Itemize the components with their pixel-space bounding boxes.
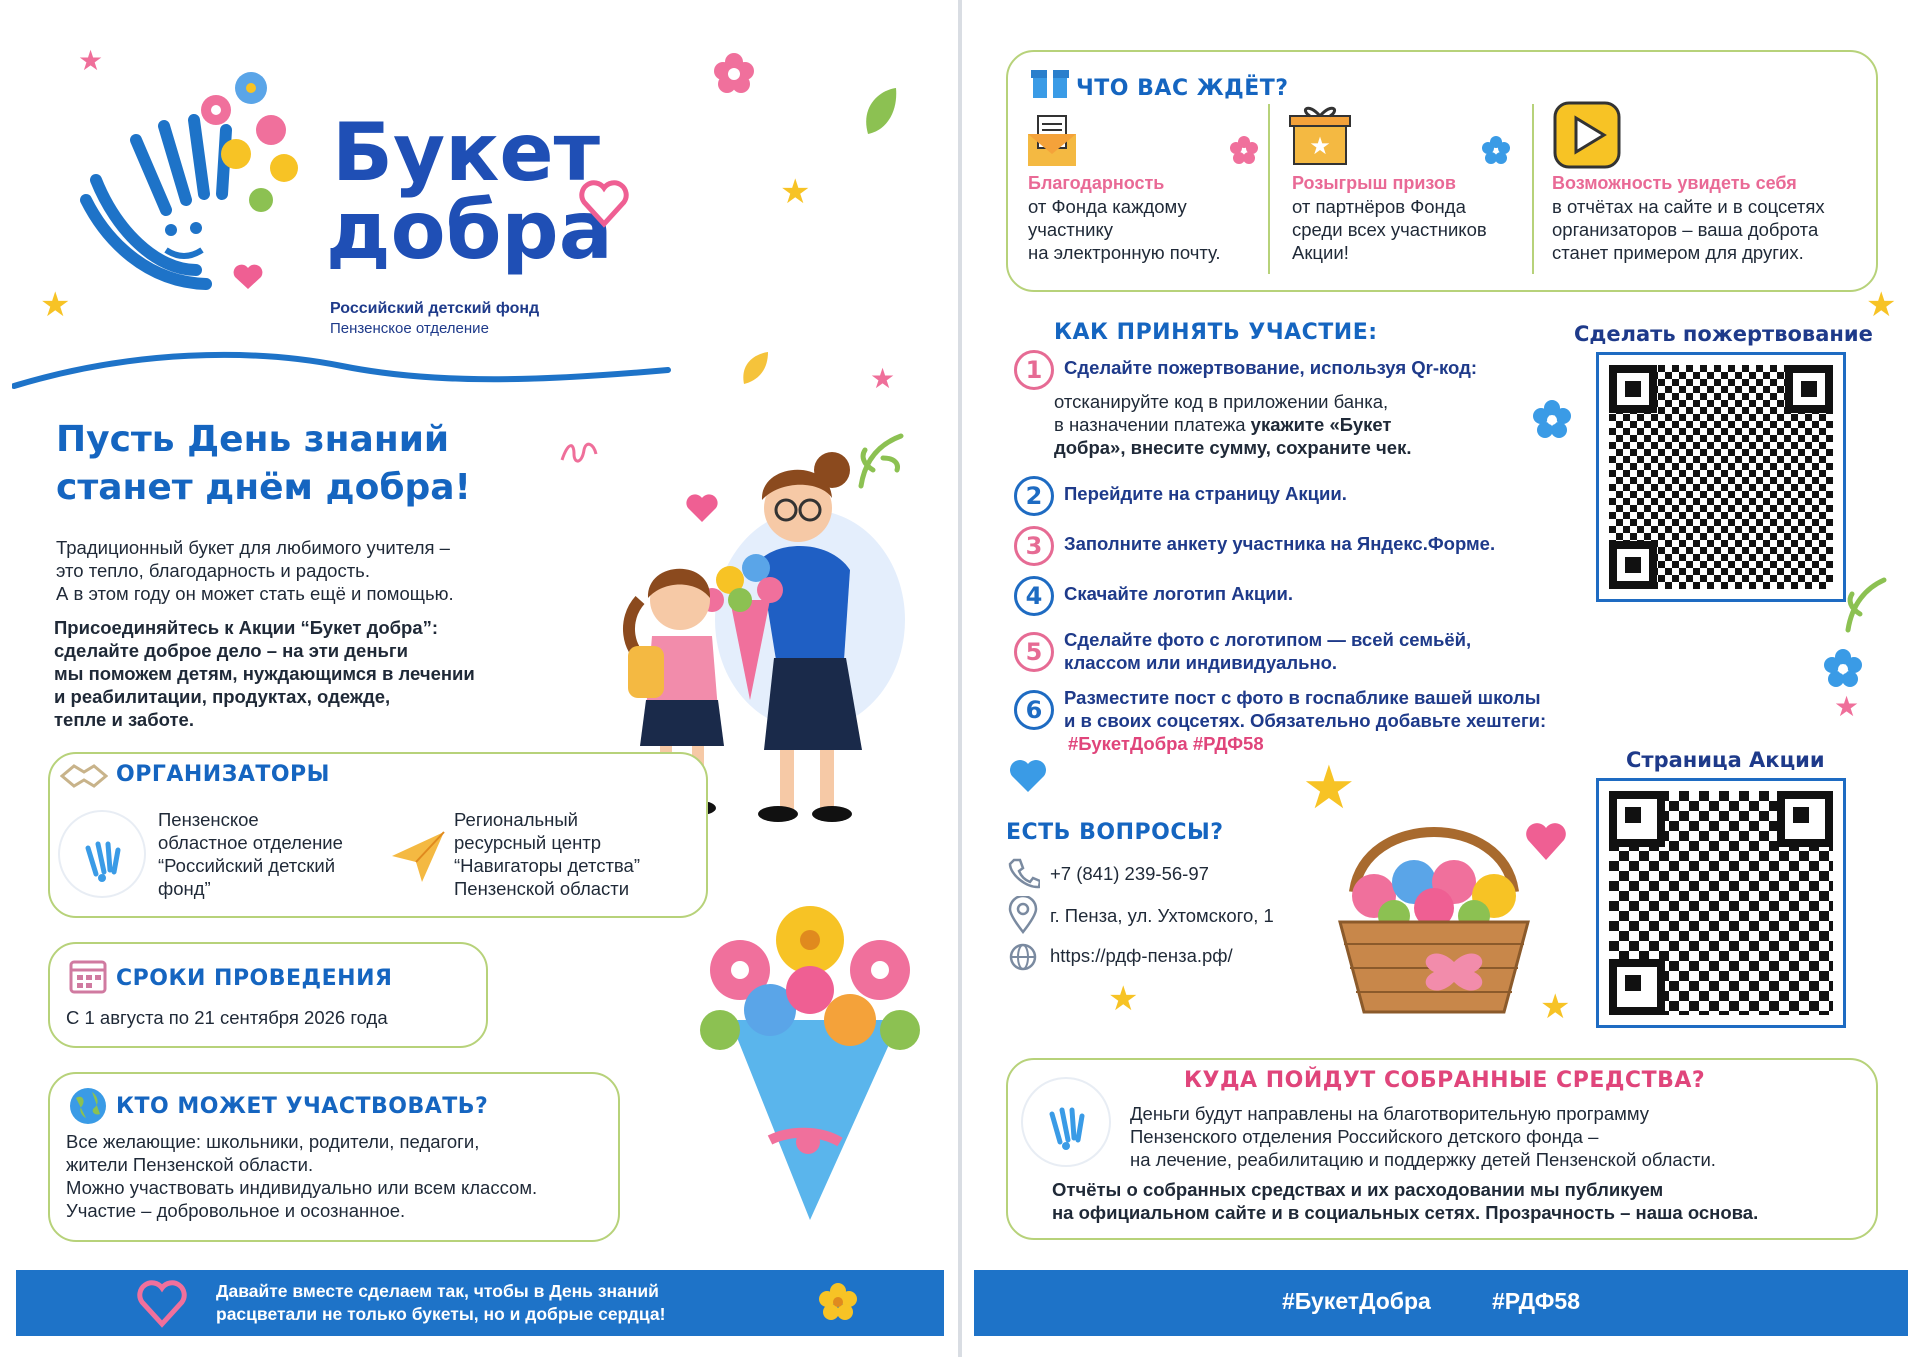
dates-text: С 1 августа по 21 сентября 2026 года [66, 1007, 388, 1028]
globe-icon [68, 1086, 108, 1126]
phone-number[interactable]: +7 (841) 239-56-97 [1050, 863, 1209, 884]
logo-branch: Пензенское отделение [330, 320, 489, 337]
globe-outline-icon [1008, 942, 1038, 972]
qr-finder [1785, 365, 1833, 413]
awaits-item3-text: в отчётах на сайте и в соцсетях организаторов – ваша доброта станет примером для других. [1552, 196, 1825, 263]
how-title: КАК ПРИНЯТЬ УЧАСТИЕ: [1054, 320, 1378, 345]
step2-text[interactable]: Перейдите на страницу Акции. [1064, 483, 1347, 504]
dates-card [48, 942, 488, 1048]
calendar-icon [68, 956, 108, 996]
qr-finder [1609, 365, 1657, 413]
handshake-icon [60, 760, 108, 790]
star-icon: ★ [78, 45, 104, 76]
qr-page-label: Страница Акции [1626, 748, 1825, 772]
step-number-6: 6 [1014, 690, 1054, 730]
awaits-item3-head: Возможность увидеть себя [1552, 173, 1797, 193]
funds-title: КУДА ПОЙДУТ СОБРАННЫЕ СРЕДСТВА? [1184, 1068, 1706, 1093]
play-icon [1552, 100, 1622, 170]
qr-finder [1609, 959, 1665, 1015]
qr-finder [1609, 791, 1665, 847]
star-icon: ★ [1866, 286, 1897, 324]
rdf-seal-logo [1018, 1074, 1114, 1170]
squiggle-icon [560, 440, 600, 466]
qr-page-code[interactable] [1596, 778, 1846, 1028]
star-icon: ★ [40, 286, 71, 324]
call-to-action-text: Присоединяйтесь к Акции “Букет добра”: сделайте доброе дело – на эти деньги мы поможем детям, нуждающимся в лечении и реабилитации, продуктах, одежде, тепле и заботе. [54, 617, 475, 730]
funds-text: Деньги будут направлены на благотворительную программу Пензенского отделения Российского детского фонда – на лечение, реабилитацию и поддержку детей Пензенской области. [1130, 1103, 1716, 1170]
step1-plain: отсканируйте код в приложении банка, в назначении платежа [1054, 391, 1389, 435]
right-footer-banner [974, 1270, 1908, 1336]
awaits-item1-text: от Фонда каждому участнику на электронную почту. [1028, 196, 1221, 263]
leaf-icon [860, 86, 900, 138]
organizer-rdf-text: Пензенское областное отделение “Российский детский фонд” [158, 809, 343, 899]
page-headline: Пусть День знаний станет днём добра! [56, 419, 471, 508]
rdf-seal-logo [56, 808, 148, 900]
step6-text: Разместите пост с фото в госпаблике вашей школы и в своих соцсетях. Обязательно добавьте хештеги: [1064, 687, 1547, 731]
heart-outline-icon [578, 180, 630, 228]
star-icon: ★ [780, 173, 811, 211]
gift-icon [1030, 62, 1070, 100]
leaf-icon [740, 350, 770, 386]
svg-text:★: ★ [1309, 132, 1331, 160]
location-pin-icon [1008, 896, 1038, 934]
heart-outline-icon [136, 1280, 188, 1328]
address-text: г. Пенза, ул. Ухтомского, 1 [1050, 905, 1274, 926]
logo-title-line2: добра [326, 184, 613, 277]
step1-text [1054, 390, 1411, 459]
flower-icon [712, 52, 756, 96]
footer-hashtag-2[interactable]: #РДФ58 [1492, 1288, 1580, 1314]
awaits-item1-head: Благодарность [1028, 173, 1165, 193]
paper-plane-icon [388, 826, 448, 886]
step4-text[interactable]: Скачайте логотип Акции. [1064, 583, 1294, 604]
leaf-icon [1842, 574, 1888, 634]
hashtags-text: #БукетДобра #РДФ58 [1068, 733, 1264, 754]
star-icon: ★ [1834, 691, 1860, 722]
organizer-navigators-text: Региональный ресурсный центр “Навигаторы детства” Пензенской области [454, 809, 641, 899]
step3-text[interactable]: Заполните анкету участника на Яндекс.Форме. [1064, 533, 1496, 554]
awaits-item2-text: от партнёров Фонда среди всех участников Акции! [1292, 196, 1487, 263]
dates-title: СРОКИ ПРОВЕДЕНИЯ [116, 966, 393, 991]
step-number-2: 2 [1014, 476, 1054, 516]
column-divider [1268, 104, 1270, 274]
questions-title: ЕСТЬ ВОПРОСЫ? [1006, 820, 1224, 845]
organizers-title: ОРГАНИЗАТОРЫ [116, 762, 330, 787]
awaits-title: ЧТО ВАС ЖДЁТ? [1076, 76, 1289, 101]
flower-icon [1822, 648, 1864, 690]
phone-icon [1006, 856, 1040, 890]
qr-finder [1609, 541, 1657, 589]
footer-hashtag-1[interactable]: #БукетДобра [1282, 1288, 1431, 1314]
logo-org-name: Российский детский фонд [330, 300, 540, 317]
big-bouquet-illustration [660, 880, 958, 1240]
qr-donate-code[interactable] [1596, 352, 1846, 602]
qr-donate-label: Сделать пожертвование [1574, 322, 1873, 346]
envelope-icon [1024, 112, 1080, 168]
flower-icon [818, 1282, 858, 1322]
awaits-item2-head: Розыгрыш призов [1292, 173, 1456, 193]
left-footer-text: Давайте вместе сделаем так, чтобы в День знаний расцветали не только букеты, но и добрые сердца! [216, 1281, 666, 1324]
step-number-5: 5 [1014, 632, 1054, 672]
star-icon: ★ [1540, 988, 1571, 1026]
left-page [0, 0, 958, 1357]
flower-icon [1532, 400, 1572, 440]
star-icon: ★ [870, 363, 896, 394]
step5-text: Сделайте фото с логотипом — всей семьёй, классом или индивидуально. [1064, 629, 1472, 673]
flower-basket-illustration [1324, 812, 1544, 1022]
star-icon: ★ [1302, 754, 1356, 821]
step-number-3: 3 [1014, 526, 1054, 566]
gift-box-icon [1288, 100, 1352, 168]
logo-title-line1: Букет [332, 106, 601, 199]
step1-bold: укажите «Букет добра», внесите сумму, сохраните чек. [1054, 414, 1412, 458]
who-title: КТО МОЖЕТ УЧАСТВОВАТЬ? [116, 1094, 489, 1119]
flower-icon [1482, 136, 1510, 164]
wave-divider [12, 340, 672, 390]
column-divider [1532, 104, 1534, 274]
intro-text: Традиционный букет для любимого учителя – это тепло, благодарность и радость. А в этом году он может стать ещё и помощью. [56, 537, 454, 604]
step-number-1: 1 [1014, 350, 1054, 390]
logo-hand-bouquet [76, 70, 326, 300]
right-page [962, 0, 1920, 1357]
heart-icon [1008, 758, 1048, 794]
step1-heading: Сделайте пожертвование, используя Qr-код: [1064, 357, 1478, 378]
flower-icon [1230, 136, 1258, 164]
step-number-4: 4 [1014, 576, 1054, 616]
who-text: Все желающие: школьники, родители, педагоги, жители Пензенской области. Можно участвовать индивидуально или всем классом. Участие – добровольное и осознанное. [66, 1131, 538, 1221]
qr-finder [1777, 791, 1833, 847]
website-link[interactable]: https://рдф-пенза.рф/ [1050, 945, 1233, 966]
star-icon: ★ [1108, 980, 1139, 1018]
funds-report-text: Отчёты о собранных средствах и их расходовании мы публикуем на официальном сайте и в социальных сетях. Прозрачность – наша основа. [1052, 1179, 1759, 1223]
